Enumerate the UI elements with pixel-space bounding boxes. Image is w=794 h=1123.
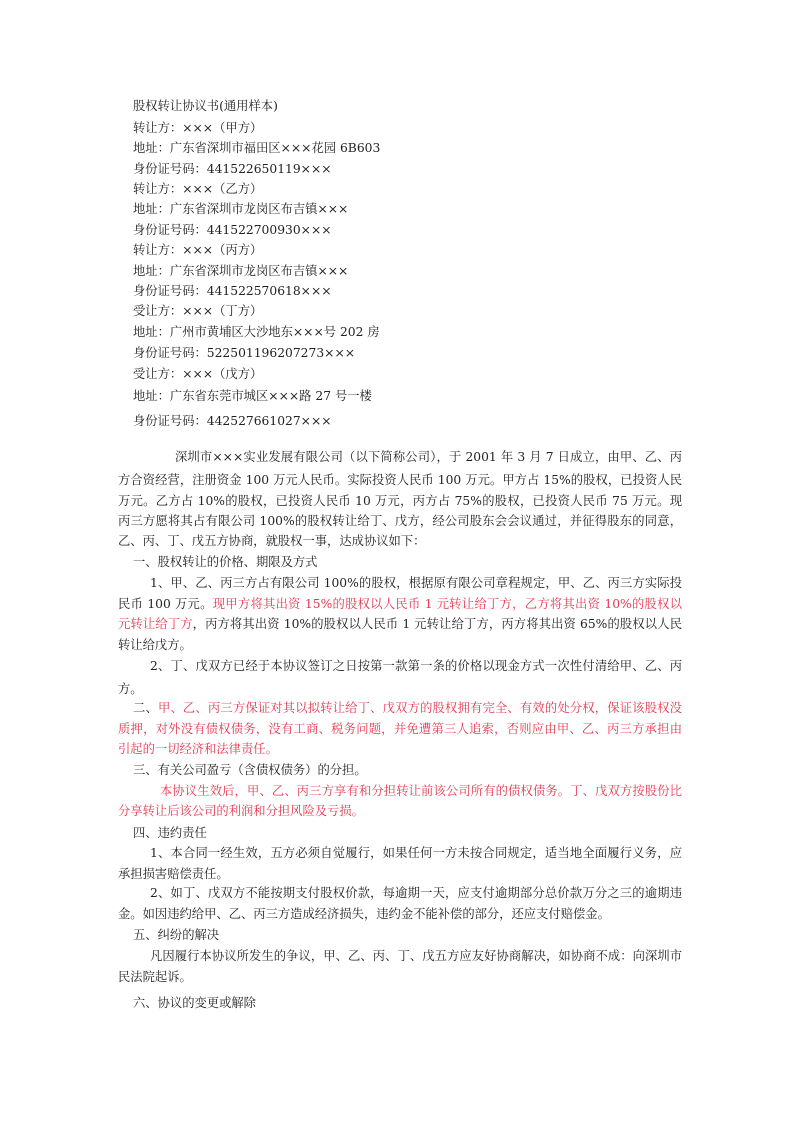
party-info-line: 地址：广东省深圳市龙岗区布吉镇××× <box>133 202 349 216</box>
body-text-line <box>133 762 367 778</box>
body-text: 五、纠纷的解决 <box>133 928 220 942</box>
body-text: 1、本合同一经生效，五方必须自觉履行，如果任何一方未按合同规定，适当地全面履行义务，应 <box>150 846 682 860</box>
body-text-line <box>118 493 682 509</box>
body-text: 凡因履行本协议所发生的争议，甲、乙、丙、丁、戊五方应友好协商解决，如协商不成：向深圳市 <box>150 949 682 963</box>
highlighted-text: 甲、乙、丙三方保证对其以拟转让给丁、戊双方的股权拥有完全、有效的处分权，保证该股权没 <box>157 701 682 715</box>
body-text-line <box>175 449 682 465</box>
body-text-line <box>118 472 682 488</box>
body-text-line <box>118 721 682 737</box>
body-text: 深圳市×××实业发展有限公司（以下简称公司），于 2001 年 3 月 7 日成立，由甲、乙、丙 <box>175 450 682 464</box>
body-text: 2、丁、戊双方已经于本协议签订之日按第一款第一条的价格以现金方式一次性付清给甲、乙、丙 <box>150 659 682 673</box>
body-text: 丙三方愿将其占有限公司 100%的股权转让给丁、戊方，经公司股东会会议通过，并征得股东的同意， <box>118 514 682 528</box>
body-text: 2、如丁、戊双方不能按期支付股权价款，每逾期一天，应支付逾期部分总价款万分之三的逾期违 <box>150 886 682 900</box>
body-text-line <box>118 741 278 757</box>
highlighted-text: 本协议生效后，甲、乙、丙三方享有和分担转让前该公司所有的债权债务。丁、戊双方按股份比 <box>160 784 682 798</box>
party-info-line: 地址：广东省深圳市福田区×××花园 6B603 <box>133 141 381 155</box>
document-title: 股权转让协议书(通用样本) <box>133 99 278 113</box>
highlighted-text: 现甲方将其出资 15%的股权以人民币 1 元转让给丁方，乙方将其出资 10%的股权以 <box>212 597 682 611</box>
body-text-line <box>133 825 207 841</box>
body-text: 六、协议的变更或解除 <box>133 996 256 1010</box>
body-text: 金。如因违约给甲、乙、丙三方造成经济损失，违约金不能补偿的部分，还应支付赔偿金。 <box>118 907 610 921</box>
party-info-line: 地址：广东省深圳市龙岗区布吉镇××× <box>133 264 349 278</box>
party-info-line: 身份证号码：522501196207273××× <box>133 346 356 360</box>
body-text: 四、违约责任 <box>133 826 207 840</box>
body-text: 三、有关公司盈亏（含债权债务）的分担。 <box>133 763 367 777</box>
body-text-line <box>150 575 682 591</box>
body-text-line <box>133 995 256 1011</box>
highlighted-text: 引起的一切经济和法律责任。 <box>118 742 278 756</box>
body-text-line <box>118 513 682 529</box>
party-info-line: 身份证号码：442527661027××× <box>133 414 332 428</box>
body-text-line <box>150 948 682 964</box>
body-text-line <box>118 866 229 882</box>
body-text-line <box>118 533 425 549</box>
body-text: 一、股权转让的价格、期限及方式 <box>133 555 318 569</box>
highlighted-text: 质押，对外没有债权债务，没有工商、税务问题，并免遭第三人追索，否则应由甲、乙、丙三方承担由 <box>118 722 682 736</box>
body-text-line <box>150 658 682 674</box>
party-info-line: 转让方：×××（乙方） <box>133 182 263 196</box>
body-text: 转让给戊方。 <box>118 638 192 652</box>
body-text-line <box>118 906 610 922</box>
body-text: 乙、丙、丁、戊五方协商，就股权一事，达成协议如下： <box>118 534 426 548</box>
party-info-line: 受让方：×××（丁方） <box>133 304 263 318</box>
body-text-line <box>133 554 317 570</box>
body-text-line <box>150 885 682 901</box>
highlighted-text: 分享转让后该公司的利润和分担风险及亏损。 <box>118 804 364 818</box>
body-text: ，丙方将其出资 10%的股权以人民币 1 元转让给丁方，丙方将其出资 65%的股权以人民 <box>192 617 682 631</box>
party-info-line: 身份证号码：441522570618××× <box>133 284 332 298</box>
party-info-line: 转让方：×××（甲方） <box>133 121 263 135</box>
body-text: 承担损害赔偿责任。 <box>118 867 229 881</box>
body-text-line <box>118 969 192 985</box>
body-text-line <box>150 845 682 861</box>
body-text-line <box>133 700 682 716</box>
body-text-line <box>118 803 364 819</box>
body-text-line <box>118 637 192 653</box>
party-info-line: 身份证号码：441522700930××× <box>133 223 332 237</box>
body-text-line <box>133 927 219 943</box>
body-text: 二、 <box>133 701 158 715</box>
body-text-line <box>118 616 682 632</box>
body-text: 民法院起诉。 <box>118 970 192 984</box>
body-text: 1、甲、乙、丙三方占有限公司 100%的股权，根据原有限公司章程规定，甲、乙、丙三方实际投 <box>150 576 682 590</box>
party-info-line: 转让方：×××（丙方） <box>133 243 263 257</box>
body-text-line <box>160 783 682 799</box>
body-text-line <box>118 681 143 697</box>
body-text: 方。 <box>118 682 143 696</box>
highlighted-text: 元转让给丁方 <box>118 617 193 631</box>
party-info-line: 地址：广州市黄埔区大沙地东×××号 202 房 <box>133 325 380 339</box>
party-info-line: 地址：广东省东莞市城区×××路 27 号一楼 <box>133 389 372 403</box>
body-text: 民币 100 万元。 <box>118 597 213 611</box>
body-text: 方合资经营，注册资金 100 万元人民币。实际投资人民币 100 万元。甲方占 15%的股权，已投资人民 <box>118 473 682 487</box>
body-text: 万元。乙方占 10%的股权，已投资人民币 10 万元，丙方占 75%的股权，已投资人民币 75 万元。现 <box>118 494 682 508</box>
party-info-line: 受让方：×××（戊方） <box>133 367 263 381</box>
body-text-line <box>118 596 682 612</box>
party-info-line: 身份证号码：441522650119××× <box>133 162 332 176</box>
